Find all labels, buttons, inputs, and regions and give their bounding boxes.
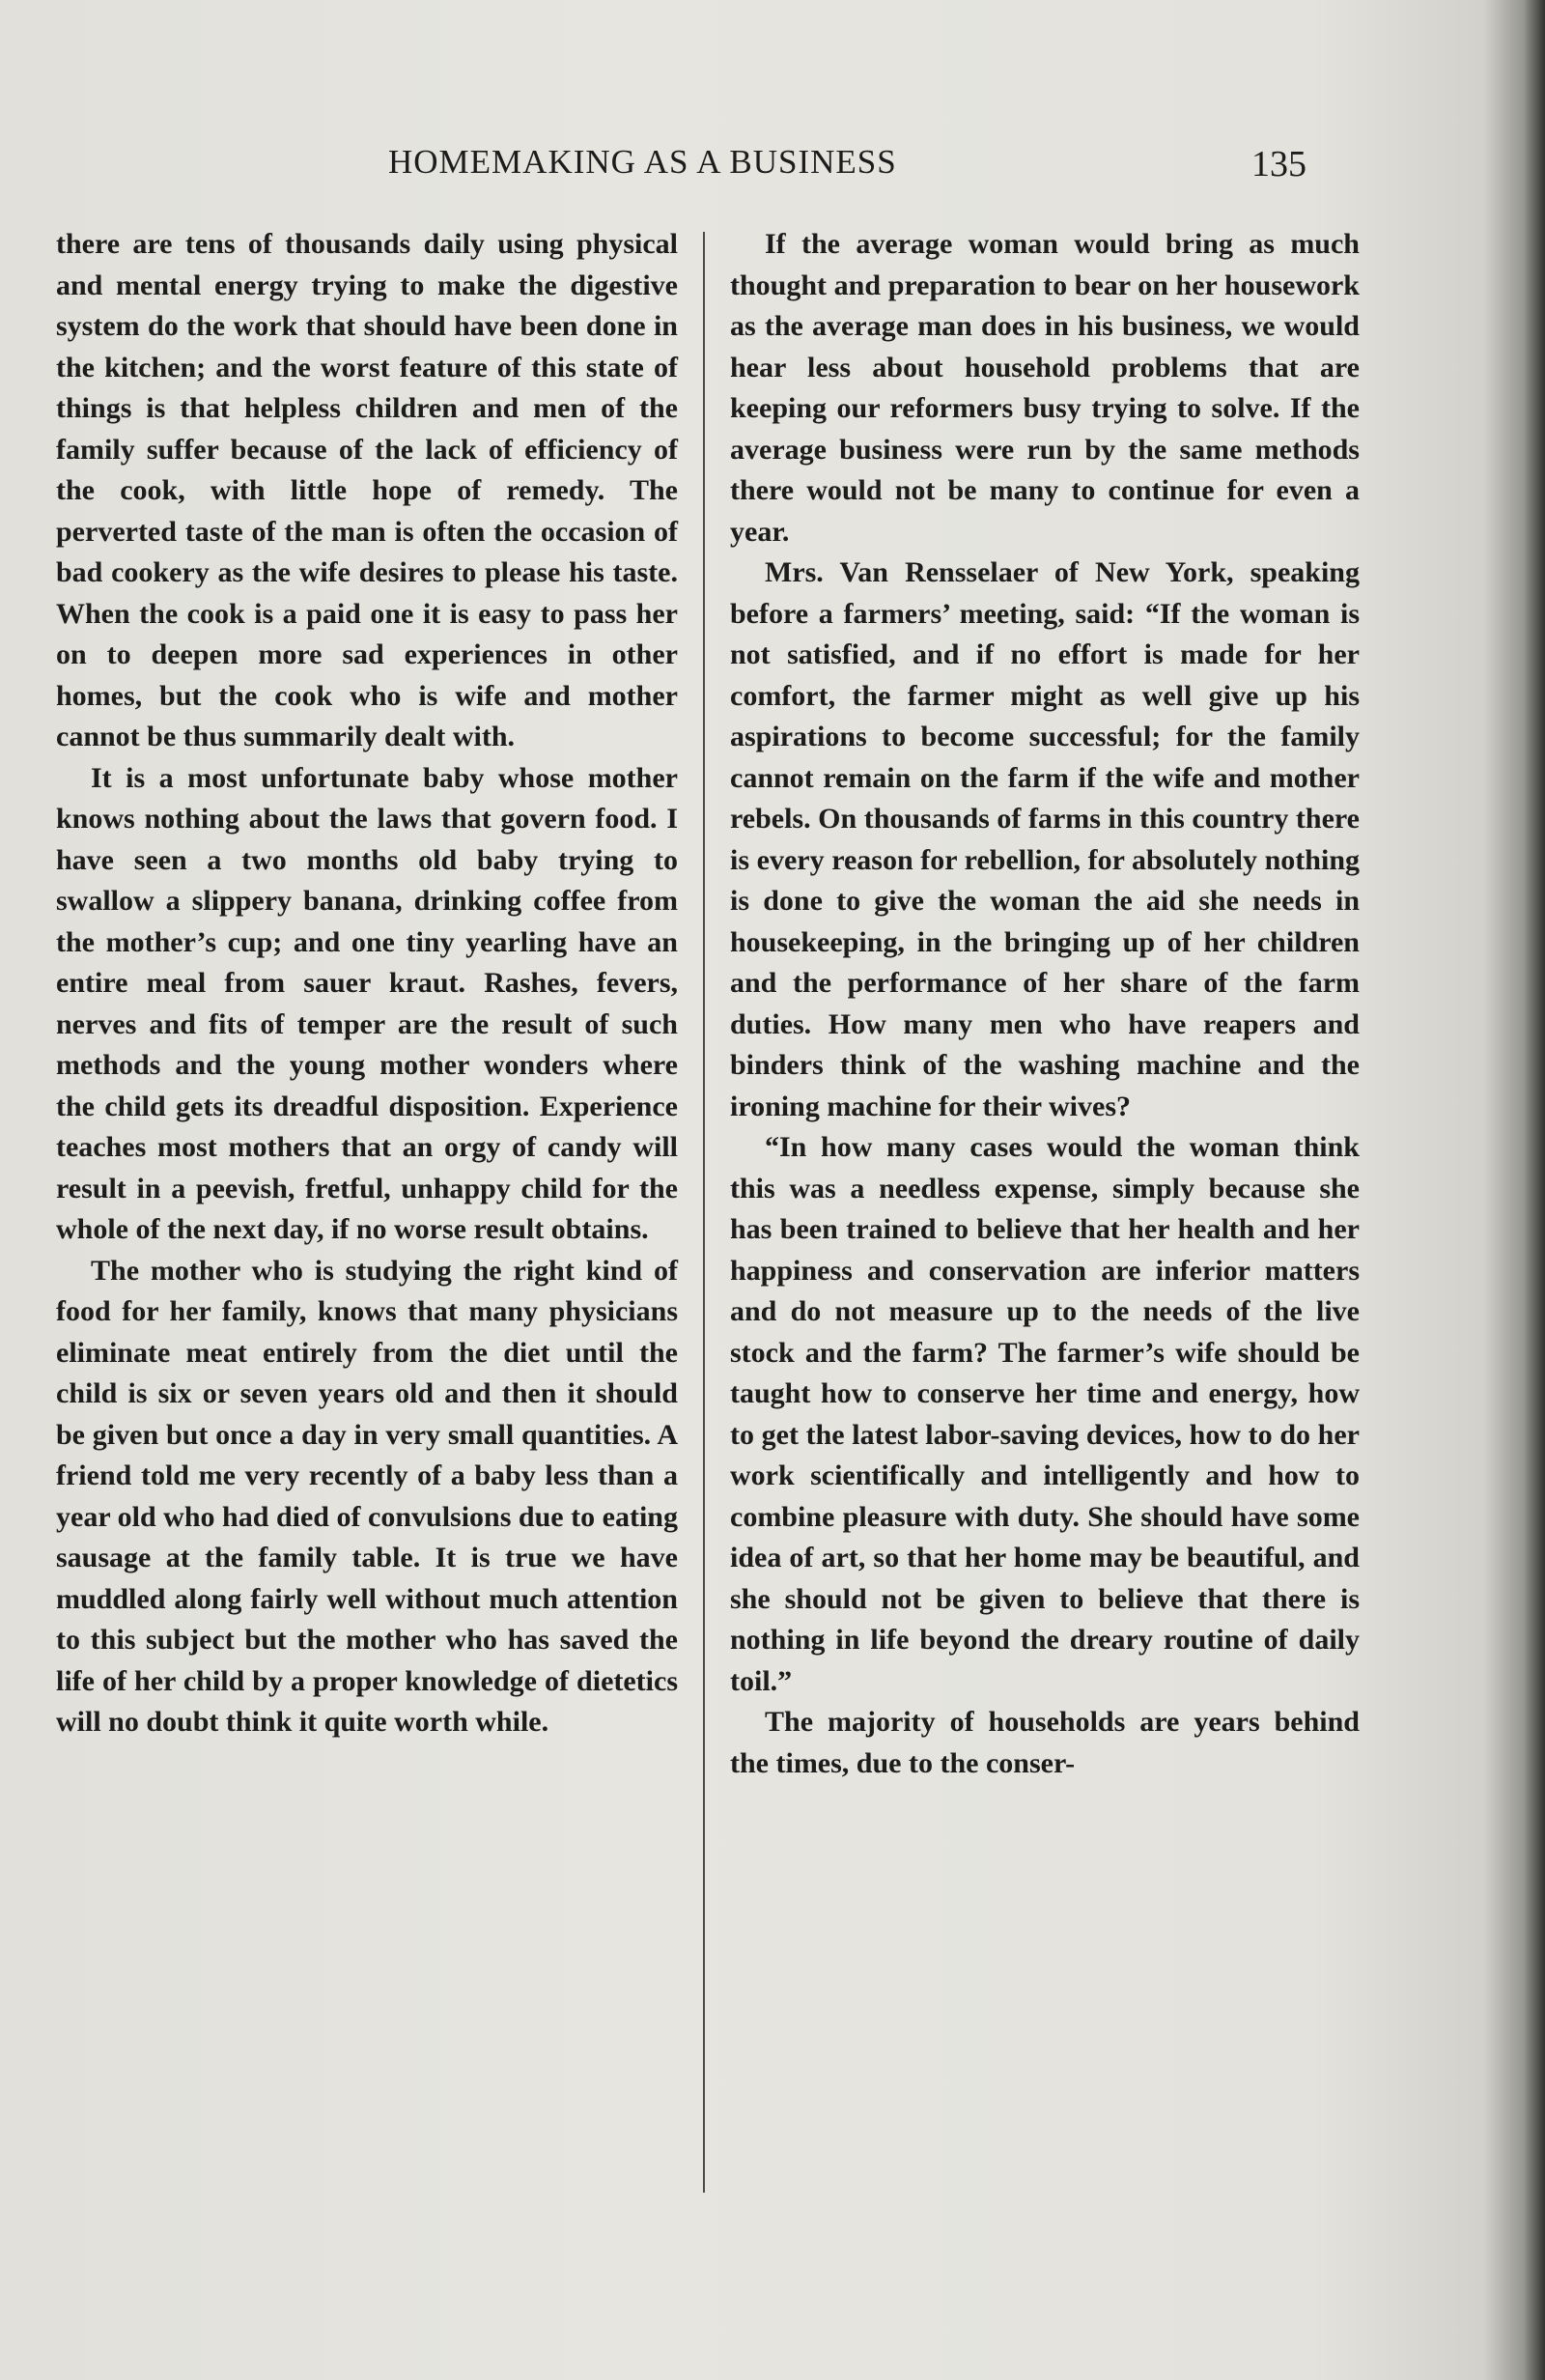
paragraph: Mrs. Van Rensselaer of New York, speaking before a farmers’ meeting, said: “If the woman is not satisfied, and if no effort is made for her comfort, the farmer might as well give up his aspirations to become successful; for the family cannot remain on the farm if the wife and mother rebels. On thousands of farms in this country there is every reason for rebellion, for absolutely nothing is done to give the woman the aid she needs in housekeeping, in the bringing up of her children and the performance of her share of the farm duties. How many men who have reapers and binders think of the washing machine and the ironing machine for their wives?: [730, 556, 1360, 1122]
paragraph: The mother who is studying the right kind of food for her family, knows that many physicians eliminate meat entirely from the diet until the child is six or seven years old and then it should be given but once a day in very small quantities. A friend told me very recently of a baby less than a year old who had died of convulsions due to eating sausage at the family table. It is true we have muddled along fairly well without much attention to this subject but the mother who has saved the life of her child by a proper knowledge of dietetics will no doubt think it quite worth while.: [56, 1254, 678, 1738]
column-divider: [703, 232, 705, 2193]
paragraph: If the average woman would bring as much thought and preparation to bear on her housework as the average man does in his business, we would hear less about household problems that are keeping our reformers busy trying to solve. If the average business were run by the same methods there would not be many to continue for even a year.: [730, 228, 1360, 548]
running-head: [0, 143, 1545, 191]
running-title: HOMEMAKING AS A BUSINESS: [388, 143, 897, 181]
paragraph: The majority of households are years behind the times, due to the conser-: [730, 1706, 1360, 1779]
paragraph: there are tens of thousands daily using physical and mental energy trying to make the digestive system do the work that should have been done in the kitchen; and the worst feature of this state of things is that helpless children and men of the family suffer because of the lack of efficiency of the cook, with little hope of remedy. The perverted taste of the man is often the occasion of bad cookery as the wife desires to please his taste. When the cook is a paid one it is easy to pass her on to deepen more sad experiences in other homes, but the cook who is wife and mother cannot be thus summarily dealt with.: [56, 228, 678, 752]
right-column: [730, 224, 1360, 1784]
left-column: [56, 224, 678, 1743]
page-edge-shadow: [1524, 0, 1545, 2380]
page-number: 135: [1251, 144, 1306, 184]
paragraph: It is a most unfortunate baby whose mother knows nothing about the laws that govern food. I have seen a two months old baby trying to swallow a slippery banana, drinking coffee from the mother’s cup; and one tiny yearling have an entire meal from sauer kraut. Rashes, fevers, nerves and fits of temper are the result of such methods and the young mother wonders where the child gets its dreadful disposition. Experience teaches most mothers that an orgy of candy will result in a peevish, fretful, unhappy child for the whole of the next day, if no worse result obtains.: [56, 761, 678, 1245]
paragraph: “In how many cases would the woman think this was a needless expense, simply because she has been trained to believe that her health and her happiness and conservation are inferior matters and do not measure up to the needs of the live stock and the farm? The farmer’s wife should be taught how to conserve her time and energy, how to get the latest labor-saving devices, how to do her work scientifically and intelligently and how to combine pleasure with duty. She should have some idea of art, so that her home may be beautiful, and she should not be given to believe that there is nothing in life beyond the dreary routine of daily toil.”: [730, 1131, 1360, 1697]
